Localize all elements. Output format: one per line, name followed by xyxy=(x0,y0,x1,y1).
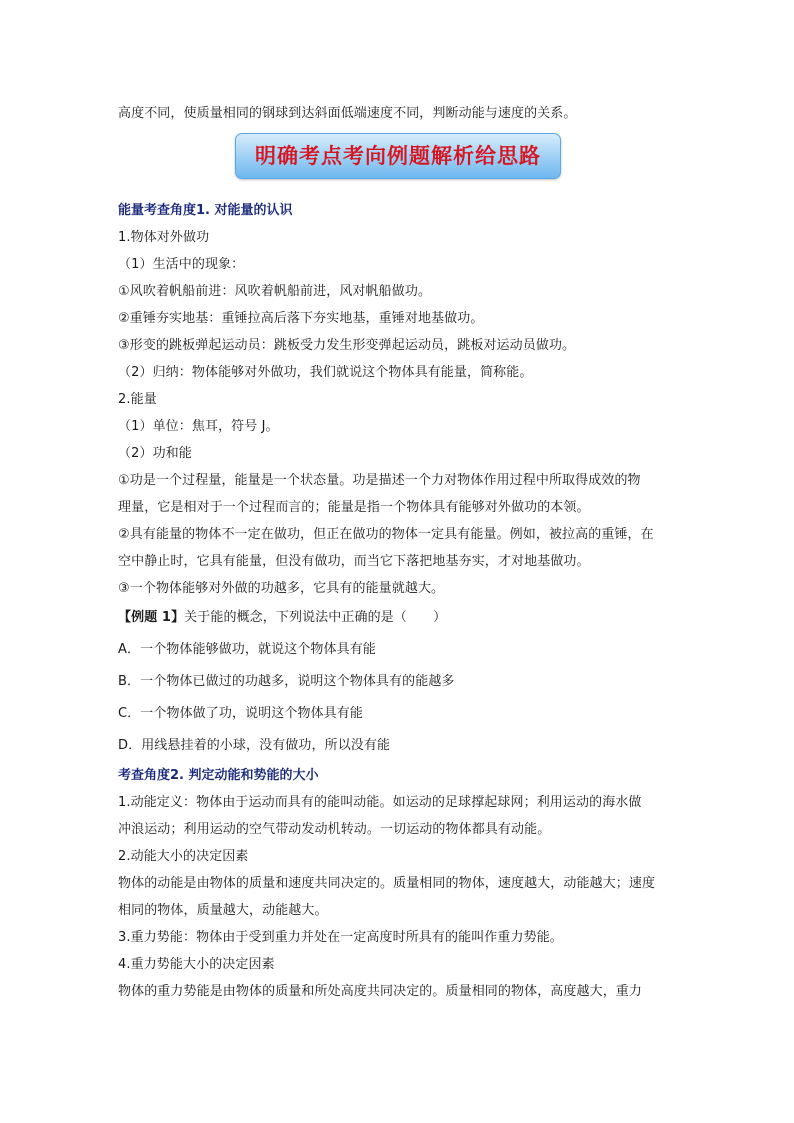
example1-question xyxy=(118,602,678,634)
s2-line: 2.动能大小的决定因素 xyxy=(118,849,249,864)
s1-line: 理量，它是相对于一个过程而言的；能量是指一个物体具有能够对外做功的本领。 xyxy=(118,500,590,515)
s1-line: ①风吹着帆船前进：风吹着帆船前进，风对帆船做功。 xyxy=(118,284,432,299)
s1-line: ③一个物体能够对外做的功越多，它具有的能量就越大。 xyxy=(118,581,445,596)
s1-line: ①功是一个过程量，能量是一个状态量。功是描述一个力对物体作用过程中所取得成效的物 xyxy=(118,473,641,488)
s2-line: 1.动能定义：物体由于运动而具有的能叫动能。如运动的足球撑起球网；利用运动的海水做 xyxy=(118,795,642,810)
example1-option-b: B．一个物体已做过的功越多，说明这个物体具有的能越多 xyxy=(118,674,455,689)
s1-line: （2）功和能 xyxy=(118,446,192,461)
s1-line: ②重锤夯实地基：重锤拉高后落下夯实地基，重锤对地基做功。 xyxy=(118,311,484,326)
s2-line: 物体的重力势能是由物体的质量和所处高度共同决定的。质量相同的物体，高度越大，重力 xyxy=(118,984,643,999)
s1-line: （1）单位：焦耳，符号 J。 xyxy=(118,419,279,434)
example1-option-d: D．用线悬挂着的小球，没有做功，所以没有能 xyxy=(118,738,391,753)
section-banner: 明确考点考向例题解析给思路 xyxy=(235,133,561,179)
s1-line: （2）归纳：物体能够对外做功，我们就说这个物体具有能量，简称能。 xyxy=(118,365,533,380)
s2-line: 4.重力势能大小的决定因素 xyxy=(118,957,275,972)
example1-stem: 关于能的概念，下列说法中正确的是（ ） xyxy=(184,610,447,625)
s2-line: 相同的物体，质量越大，动能越大。 xyxy=(118,903,328,918)
example1-option-a: A．一个物体能够做功，就说这个物体具有能 xyxy=(118,642,376,657)
example1-option-c: C．一个物体做了功，说明这个物体具有能 xyxy=(118,706,363,721)
s1-line: ③形变的跳板弹起运动员：跳板受力发生形变弹起运动员，跳板对运动员做功。 xyxy=(118,338,576,353)
s1-line: 空中静止时，它具有能量，但没有做功，而当它下落把地基夯实，才对地基做功。 xyxy=(118,554,590,569)
s1-line: ②具有能量的物体不一定在做功，但正在做功的物体一定具有能量。例如，被拉高的重锤，在 xyxy=(118,527,654,542)
top-line: 高度不同，使质量相同的钢球到达斜面低端速度不同，判断动能与速度的关系。 xyxy=(118,106,577,121)
s2-line: 3.重力势能：物体由于受到重力并处在一定高度时所具有的能叫作重力势能。 xyxy=(118,930,563,945)
page-content xyxy=(118,100,678,1005)
s2-line: 物体的动能是由物体的质量和速度共同决定的。质量相同的物体，速度越大，动能越大；速度 xyxy=(118,876,656,891)
s2-line: 冲浪运动；利用运动的空气带动发动机转动。一切运动的物体都具有动能。 xyxy=(118,822,551,837)
section2-heading: 考查角度2. 判定动能和势能的大小 xyxy=(118,768,319,783)
s1-line: 2.能量 xyxy=(118,392,157,407)
s1-line: （1）生活中的现象： xyxy=(118,257,245,272)
section1-heading: 能量考查角度1. 对能量的认识 xyxy=(118,203,293,218)
banner-wrap xyxy=(118,133,678,179)
s1-line: 1.物体对外做功 xyxy=(118,230,210,245)
example1-mark: 【例题 1】 xyxy=(118,610,185,625)
